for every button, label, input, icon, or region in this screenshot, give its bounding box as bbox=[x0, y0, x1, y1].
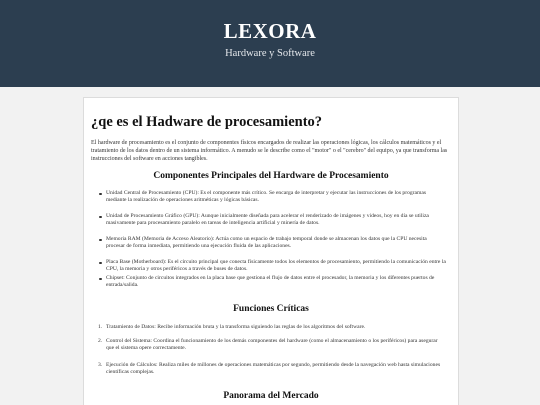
list-item bbox=[106, 190, 446, 205]
market-section-title: Panorama del Mercado bbox=[223, 391, 319, 401]
bullet-icon bbox=[99, 278, 102, 281]
component-ram: Memoria RAM (Memoria de Acceso Aleatorio): Actúa como un espacio de trabajo temporal donde se almacenan los datos que la CPU necesita procesar de forma inmediata, permitiendo una ejecución fluida de las aplicaciones. bbox=[106, 236, 427, 250]
list-item bbox=[98, 362, 446, 377]
components-section-title: Componentes Principales del Hardware de Procesamiento bbox=[153, 171, 389, 181]
page-title: ¿qe es el Hadware de procesamiento? bbox=[91, 114, 323, 130]
list-item bbox=[106, 259, 446, 274]
bullet-icon bbox=[99, 239, 102, 242]
list-item bbox=[106, 275, 446, 290]
component-motherboard: Placa Base (Motherboard): Es el circuito principal que conecta físicamente todos los elementos de procesamiento, permitiendo la comunicación entre la CPU, la memoria y otros periféricos a través de buses de datos. bbox=[106, 259, 446, 273]
list-number: 3. bbox=[98, 362, 103, 368]
list-number: 2. bbox=[98, 338, 103, 344]
list-item bbox=[98, 338, 446, 353]
article-card bbox=[83, 97, 459, 405]
list-item bbox=[98, 324, 446, 331]
bullet-icon bbox=[99, 216, 102, 219]
list-number: 1. bbox=[98, 324, 103, 330]
component-gpu: Unidad de Procesamiento Gráfico (GPU): Aunque inicialmente diseñada para acelerar el renderizado de imágenes y videos, hoy en día se utiliza masivamente para procesamiento paralelo en tareas de inteligencia artificial y minería de datos. bbox=[106, 213, 429, 227]
functions-section-title: Funciones Críticas bbox=[233, 304, 309, 314]
component-chipset: Chipset: Conjunto de circuitos integrados en la placa base que gestiona el flujo de datos entre el procesador, la memoria y los diferentes puertos de entrada/salida. bbox=[106, 275, 435, 289]
function-calculations: Ejecución de Cálculos: Realiza miles de millones de operaciones matemáticas por segundo, permitiendo desde la navegación web hasta simulaciones científicas complejas. bbox=[106, 362, 441, 376]
list-item bbox=[106, 236, 446, 251]
function-system-control: Control del Sistema: Coordina el funcionamiento de los demás componentes del hardware (como el almacenamiento o los periféricos) para asegurar que el sistema opere correctamente. bbox=[106, 338, 438, 352]
site-brand[interactable]: LEXORA bbox=[223, 19, 317, 43]
site-tagline: Hardware y Software bbox=[225, 48, 315, 59]
list-item bbox=[106, 213, 446, 228]
component-cpu: Unidad Central de Procesamiento (CPU): Es el componente más crítico. Se encarga de interpretar y ejecutar las instrucciones de los programas mediante la realización de operaciones aritméticas y lógicas básicas. bbox=[106, 190, 427, 204]
function-data-processing: Tratamiento de Datos: Recibe información bruta y la transforma siguiendo las reglas de los algoritmos del software. bbox=[106, 324, 366, 330]
bullet-icon bbox=[99, 262, 102, 265]
site-header bbox=[0, 0, 540, 87]
intro-paragraph: El hardware de procesamiento es el conjunto de componentes físicos encargados de realizar las operaciones lógicas, los cálculos matemáticos y el tratamiento de los datos dentro de un sistema informático. A menudo se le describe como el "motor" o el "cerebro" del equipo, ya que transforma las instrucciones del software en acciones tangibles. bbox=[91, 140, 448, 163]
bullet-icon bbox=[99, 193, 102, 196]
